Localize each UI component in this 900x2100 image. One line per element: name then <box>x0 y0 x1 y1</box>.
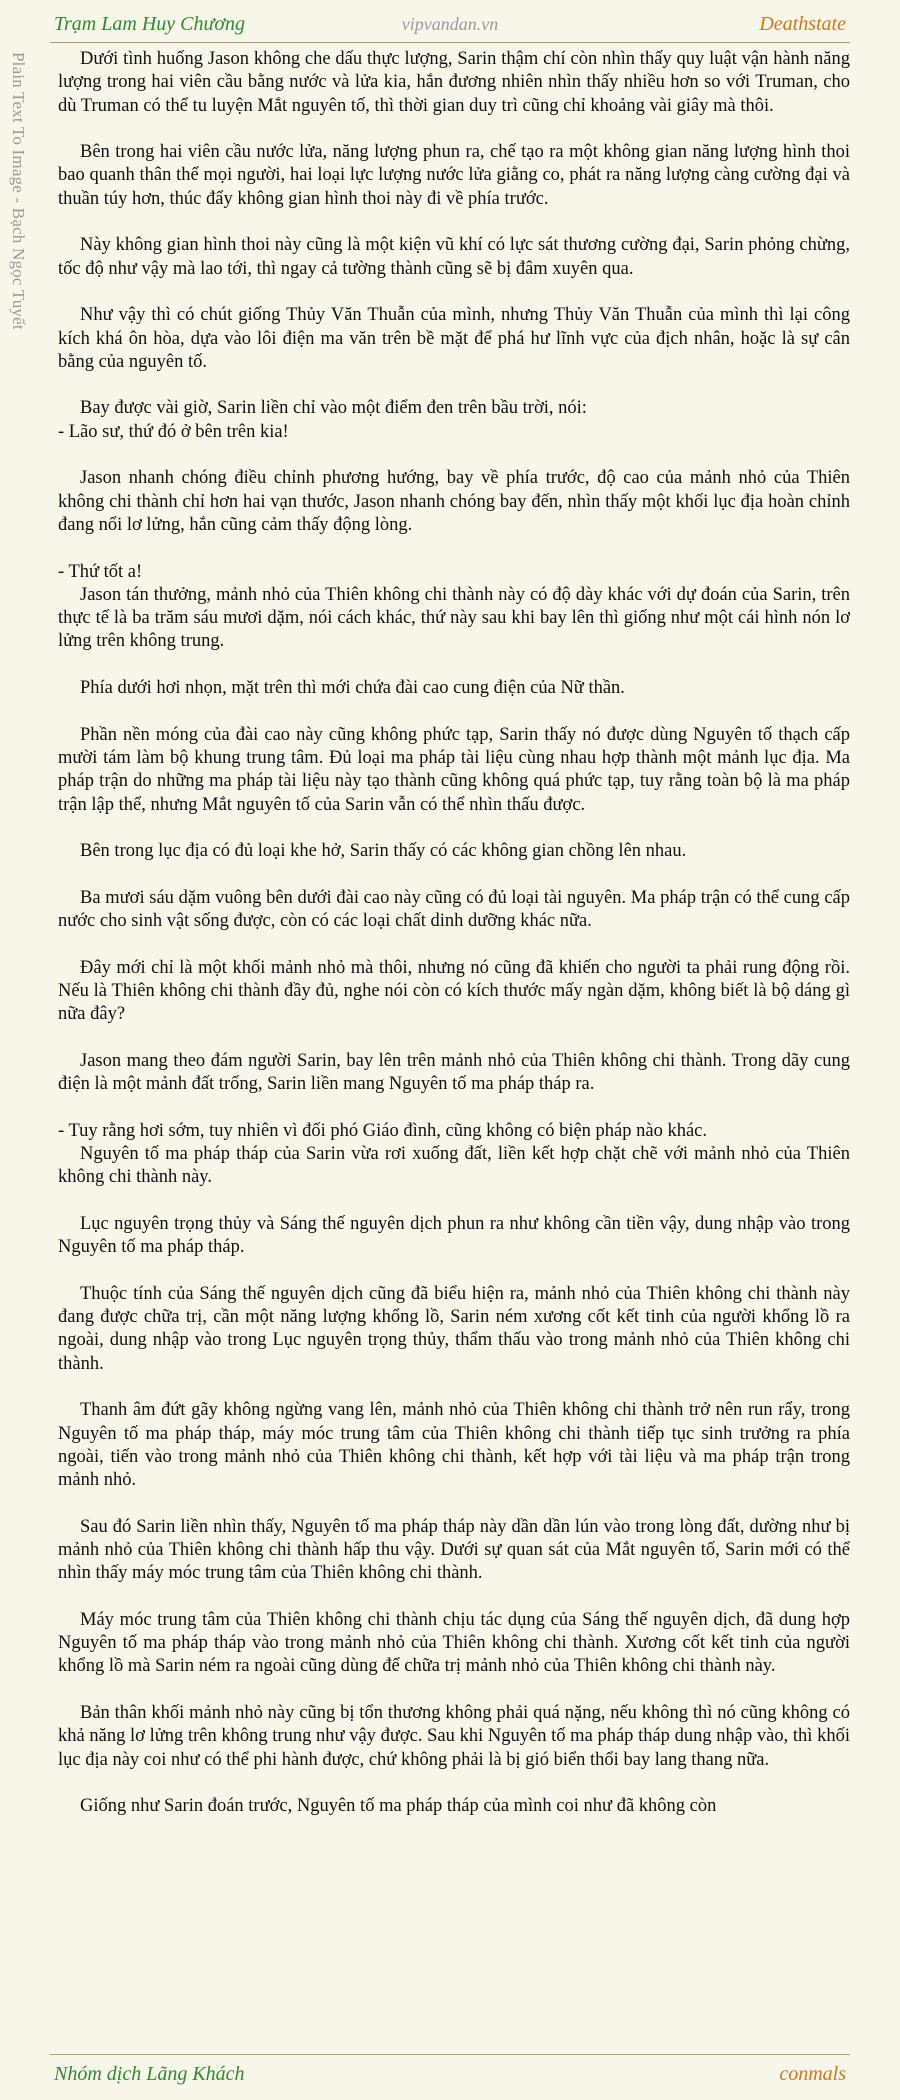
page-footer <box>50 2060 850 2092</box>
paragraph-line: - Lão sư, thứ đó ở bên trên kia! <box>58 421 289 442</box>
header-author: Deathstate <box>759 13 846 35</box>
footer-group-name: Nhóm dịch Lãng Khách <box>54 2063 245 2085</box>
paragraph: Jason mang theo đám người Sarin, bay lên trên mảnh nhỏ của Thiên không chi thành. Trong dãy cung điện là một mảnh đất trống, Sarin liền mang Nguyên tố ma pháp tháp ra. <box>58 1050 850 1095</box>
paragraph-line: - Thứ tốt a! <box>58 561 143 582</box>
paragraph: Thuộc tính của Sáng thế nguyên dịch cũng đã biểu hiện ra, mảnh nhỏ của Thiên không chi thành này đang được chữa trị, cần một năng lượng khổng lồ, Sarin ném xương cốt kết tinh của người khổng lồ ra ngoài, dung nhập vào trong Lục nguyên trọng thủy, thẩm thấu vào trong mảnh nhỏ của Thiên không chi thành. <box>58 1283 850 1374</box>
paragraph: Phía dưới hơi nhọn, mặt trên thì mới chứa đài cao cung điện của Nữ thần. <box>80 678 625 699</box>
paragraph: Thanh âm đứt gãy không ngừng vang lên, mảnh nhỏ của Thiên không chi thành trở nên run rẩy, trong Nguyên tố ma pháp tháp, máy móc trung tâm của Thiên không chi thành tiếp tục sinh trưởng ra phía ngoài, tiến vào trong mảnh nhỏ của Thiên không chi thành, kết hợp với tài liệu và ma pháp trận trong mảnh nhỏ. <box>58 1400 850 1491</box>
paragraph <box>58 397 850 444</box>
paragraph <box>58 561 850 654</box>
paragraph: Bên trong hai viên cầu nước lửa, năng lượng phun ra, chế tạo ra một không gian năng lượng hình thoi bao quanh thân thể mọi người, hai loại lực lượng nước lửa giằng co, phát ra năng lượng càng cường đại và thuần túy hơn, thúc đẩy không gian hình thoi này đi về phía trước. <box>58 142 850 209</box>
paragraph <box>58 1120 850 1190</box>
paragraph: Đây mới chỉ là một khối mảnh nhỏ mà thôi, nhưng nó cũng đã khiến cho người ta phải rung động rồi. Nếu là Thiên không chi thành đầy đủ, nghe nói còn có kích thước mấy ngàn dặm, không biết là bộ dáng gì nữa đây? <box>58 957 850 1025</box>
paragraph: Máy móc trung tâm của Thiên không chi thành chịu tác dụng của Sáng thế nguyên dịch, đã dung hợp Nguyên tố ma pháp tháp vào trong mảnh nhỏ của Thiên không chi thành. Xương cốt kết tinh của người khổng lồ mà Sarin ném ra ngoài cũng dùng để chữa trị mảnh nhỏ của Thiên không chi thành này. <box>58 1609 850 1677</box>
paragraph-line: - Tuy rằng hơi sớm, tuy nhiên vì đối phó Giáo đình, cũng không có biện pháp nào khác. <box>58 1120 708 1141</box>
footer-translator: conmals <box>779 2063 846 2085</box>
sidebar-text: Plain Text To Image - Bạch Ngọc Tuyết <box>9 52 28 330</box>
paragraph: Như vậy thì có chút giống Thủy Văn Thuẫn của mình, nhưng Thủy Văn Thuẫn của mình thì lại công kích khá ôn hòa, dựa vào lôi điện ma văn trên bề mặt để phá hư lĩnh vực của địch nhân, hoặc là sự cân bằng của nguyên tố. <box>58 305 850 372</box>
paragraph-line: Nguyên tố ma pháp tháp của Sarin vừa rơi xuống đất, liền kết hợp chặt chẽ với mảnh nhỏ của Thiên không chi thành này. <box>58 1143 850 1188</box>
header-url: vipvandan.vn <box>401 14 499 34</box>
paragraph: Bên trong lục địa có đủ loại khe hở, Sarin thấy có các không gian chồng lên nhau. <box>80 841 687 862</box>
chapter-text <box>58 48 850 2048</box>
paragraph: Giống như Sarin đoán trước, Nguyên tố ma pháp tháp của mình coi như đã không còn <box>80 1796 717 1817</box>
sidebar-watermark <box>9 52 38 392</box>
paragraph-line: Jason tán thưởng, mảnh nhỏ của Thiên không chi thành này có độ dày khác với dự đoán của Sarin, trên thực tế là ba trăm sáu mươi dặm, nói cách khác, thứ này sau khi bay lên thì giống như một cái hình nón lơ lửng trên không trung. <box>58 584 850 652</box>
header-site-name: Trạm Lam Huy Chương <box>54 13 246 35</box>
paragraph: Dưới tình huống Jason không che dấu thực lượng, Sarin thậm chí còn nhìn thấy quy luật vận hành năng lượng trong hai viên cầu bằng nước và lửa kia, hắn đương nhiên nhìn thấy nhiều hơn so với Truman, cho dù Truman có thể tu luyện Mắt nguyên tố, thì thời gian duy trì cũng chỉ khoảng vài giây mà thôi. <box>58 49 850 116</box>
paragraph: Bản thân khối mảnh nhỏ này cũng bị tổn thương không phải quá nặng, nếu không thì nó cũng không có khả năng lơ lửng trên không trung như vậy được. Sau khi Nguyên tố ma pháp tháp dung nhập vào, thì khối lục địa này coi như có thể phi hành được, chứ không phải là bị gió biển thổi bay lang thang nữa. <box>58 1703 850 1770</box>
paragraph: Jason nhanh chóng điều chỉnh phương hướng, bay về phía trước, độ cao của mảnh nhỏ của Thiên không chi thành chỉ hơn hai vạn thước, Jason nhanh chóng bay đến, nhìn thấy một khối lục địa hoàn chỉnh đang nổi lơ lửng, hắn cũng cảm thấy động lòng. <box>58 468 850 535</box>
footer-divider <box>50 2054 850 2055</box>
paragraph: Sau đó Sarin liền nhìn thấy, Nguyên tố ma pháp tháp này dần dần lún vào trong lòng đất, dường như bị mảnh nhỏ của Thiên không chi thành hấp thu vậy. Dưới sự quan sát của Mắt nguyên tố, Sarin mới có thể nhìn thấy máy móc trung tâm của Thiên không chi thành. <box>58 1516 850 1584</box>
header-divider <box>50 42 850 43</box>
paragraph: Này không gian hình thoi này cũng là một kiện vũ khí có lực sát thương cường đại, Sarin phỏng chừng, tốc độ như vậy mà lao tới, thì ngay cả tường thành cũng sẽ bị đâm xuyên qua. <box>58 235 850 279</box>
paragraph: Ba mươi sáu dặm vuông bên dưới đài cao này cũng có đủ loại tài nguyên. Ma pháp trận có thể cung cấp nước cho sinh vật sống được, còn có các loại chất dinh dưỡng khác nữa. <box>58 887 850 931</box>
paragraph-line: Bay được vài giờ, Sarin liền chỉ vào một điểm đen trên bầu trời, nói: <box>80 398 587 419</box>
page-header <box>50 10 850 42</box>
paragraph: Phần nền móng của đài cao này cũng không phức tạp, Sarin thấy nó được dùng Nguyên tố thạch cấp mười tám làm bộ khung trung tâm. Đủ loại ma pháp tài liệu cùng nhau hợp thành một mảnh lục địa. Ma pháp trận do những ma pháp tài liệu này tạo thành cũng không quá phức tạp, tuy rằng toàn bộ là ma pháp trận lập thể, nhưng Mắt nguyên tố của Sarin vẫn có thể nhìn thấu được. <box>58 724 850 815</box>
paragraph: Lục nguyên trọng thủy và Sáng thế nguyên dịch phun ra như không cần tiền vậy, dung nhập vào trong Nguyên tố ma pháp tháp. <box>58 1213 850 1258</box>
